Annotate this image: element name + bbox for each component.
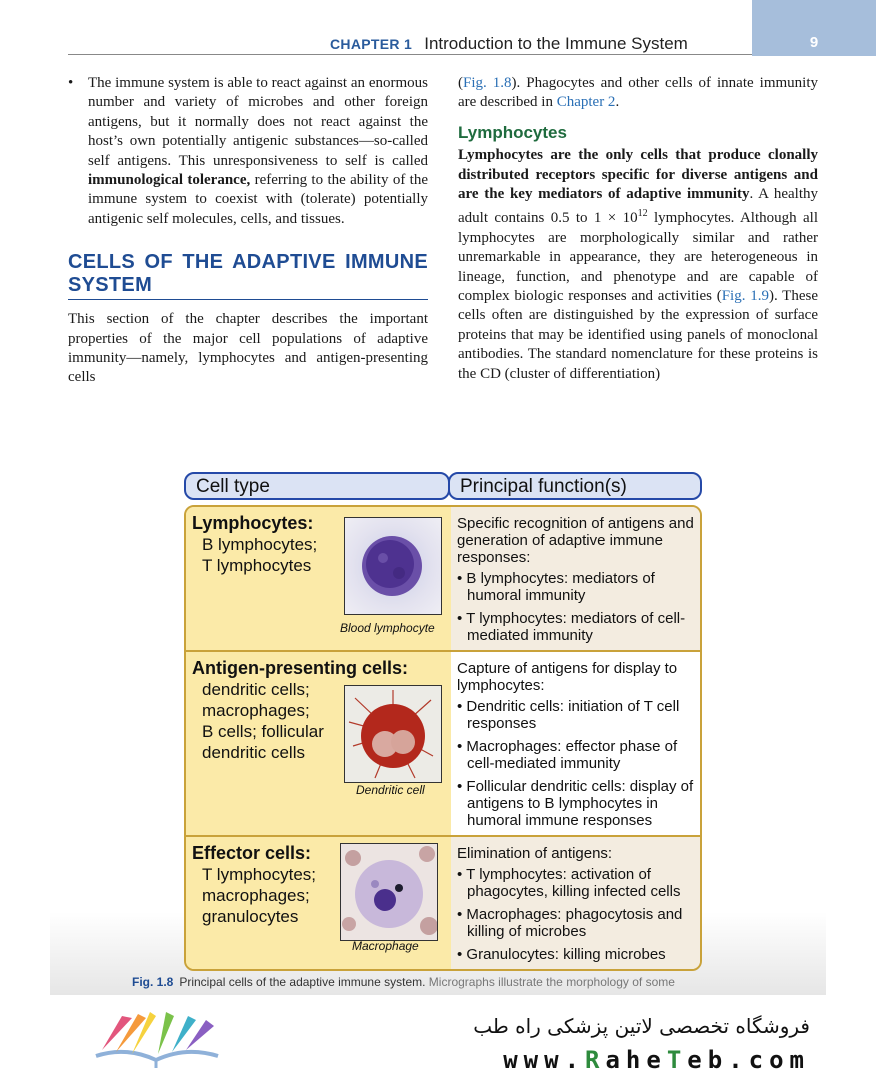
bullet-text: The immune system is able to react against an enormous number and variety of microbes and other foreign antigens, but it normally does not react against the host’s own potentially antigenic substances—so-called self antigens. This unresponsiveness to self is called immunological tolerance, referring to the ability of the immune system to coexist with (tolerate) potentially antigenic self molecules, cells, and tissues. bbox=[88, 75, 428, 227]
chapter-label: CHAPTER 1 bbox=[330, 36, 413, 52]
row-apc-type: Antigen-presenting cells: dendritic cells; macrophages; B cells; follicular dendritic cells bbox=[186, 652, 451, 835]
link-fig-1-8[interactable]: Fig. 1.8 bbox=[463, 75, 512, 91]
function-bullet: • Dendritic cells: initiation of T cell responses bbox=[457, 698, 680, 732]
caption-macrophage: Macrophage bbox=[352, 939, 419, 953]
right-column bbox=[458, 74, 818, 384]
function-bullet: • T lymphocytes: mediators of cell-mediated immunity bbox=[457, 610, 686, 644]
function-bullet: • T lymphocytes: activation of phagocytes, killing infected cells bbox=[457, 866, 681, 900]
row-lymphocytes-function: Specific recognition of antigens and generation of adaptive immune responses: • B lymphocytes: mediators of humoral immunity • T lymphocytes: mediators of cell-mediated immunity bbox=[451, 507, 702, 650]
function-bullet: • Follicular dendritic cells: display of antigens to B lymphocytes in humoral immune responses bbox=[457, 778, 694, 829]
function-bullet: • B lymphocytes: mediators of humoral immunity bbox=[457, 570, 655, 604]
row-effector-function: Elimination of antigens: • T lymphocytes: activation of phagocytes, killing infected cells • Macrophages: phagocytosis and killing of microbes • Granulocytes: killing microbes bbox=[451, 837, 702, 971]
term-immunological-tolerance: immunological tolerance, bbox=[88, 172, 251, 189]
column-header-cell-type: Cell type bbox=[184, 472, 450, 500]
figure-caption-rest: Micrographs illustrate the morphology of some bbox=[428, 975, 675, 989]
figure-label: Fig. 1.8 bbox=[132, 975, 174, 989]
function-bullet: • Granulocytes: killing microbes bbox=[457, 946, 666, 963]
function-bullet: • Macrophages: phagocytosis and killing of microbes bbox=[457, 906, 683, 940]
paragraph-2: Lymphocytes are the only cells that produce clonally distributed receptors specific for diverse antigens and are the key mediators of adaptive immunity. A healthy adult contains 0.5 to $1 \times 10^{12}$ lymphocytes. Although all lymphocytes are morphologically similar and rather unremarkable in appearance, they are heterogeneous in lineage, function, and phenotype and are capable of complex biologic responses and activities (Fig. 1.9). These cells often are distinguished by the expression of surface proteins that may be identified using panels of monoclonal antibodies. The standard nomenclature for these proteins is the CD (cluster of differentiation) bbox=[458, 147, 819, 382]
blood-lymphocyte-micrograph bbox=[344, 517, 442, 615]
figure-caption-title: Principal cells of the adaptive immune system. bbox=[179, 975, 426, 989]
section-paragraph: This section of the chapter describes the important properties of the major cell populations of adaptive immunity—namely, lymphocytes and antigen-presenting cells bbox=[68, 311, 428, 386]
row-apc-function: Capture of antigens for display to lymphocytes: • Dendritic cells: initiation of T cell responses • Macrophages: effector phase of cell-mediated immunity • Follicular dendritic cells: display of antigens to B lymphocytes in humoral immune responses bbox=[451, 652, 702, 835]
dendritic-cell-micrograph bbox=[344, 685, 442, 783]
subheading-lymphocytes: Lymphocytes bbox=[458, 122, 567, 142]
store-url: www.RaheTeb.com bbox=[503, 1046, 810, 1074]
figure-caption bbox=[132, 975, 675, 989]
paragraph-1: (Fig. 1.8). Phagocytes and other cells of innate immunity are described in Chapter 2. bbox=[458, 75, 819, 111]
header-rule bbox=[68, 54, 752, 55]
row-effector-type: Effector cells: T lymphocytes; macrophages; granulocytes bbox=[186, 837, 451, 971]
row-lymphocytes-type: Lymphocytes: B lymphocytes; T lymphocytes bbox=[186, 507, 451, 650]
left-column bbox=[68, 74, 428, 388]
caption-blood-lymphocyte: Blood lymphocyte bbox=[340, 621, 435, 635]
store-name: فروشگاه تخصصی لاتین پزشکی راه طب bbox=[473, 1014, 810, 1038]
function-bullet: • Macrophages: effector phase of cell-mediated immunity bbox=[457, 738, 678, 772]
link-fig-1-9[interactable]: Fig. 1.9 bbox=[721, 288, 769, 305]
chapter-title: Introduction to the Immune System bbox=[424, 34, 688, 53]
column-header-function: Principal function(s) bbox=[448, 472, 702, 500]
macrophage-micrograph bbox=[340, 843, 438, 941]
bullet-paragraph bbox=[68, 74, 428, 229]
bullet-dot: • bbox=[68, 75, 74, 91]
page-number: 9 bbox=[809, 34, 819, 51]
cell-table bbox=[184, 505, 702, 971]
link-chapter-2[interactable]: Chapter 2 bbox=[556, 94, 616, 111]
section-heading: CELLS OF THE ADAPTIVE IMMUNE SYSTEM bbox=[68, 251, 428, 300]
book-logo-icon bbox=[92, 1010, 222, 1077]
running-header bbox=[330, 34, 688, 54]
caption-dendritic-cell: Dendritic cell bbox=[356, 783, 425, 797]
